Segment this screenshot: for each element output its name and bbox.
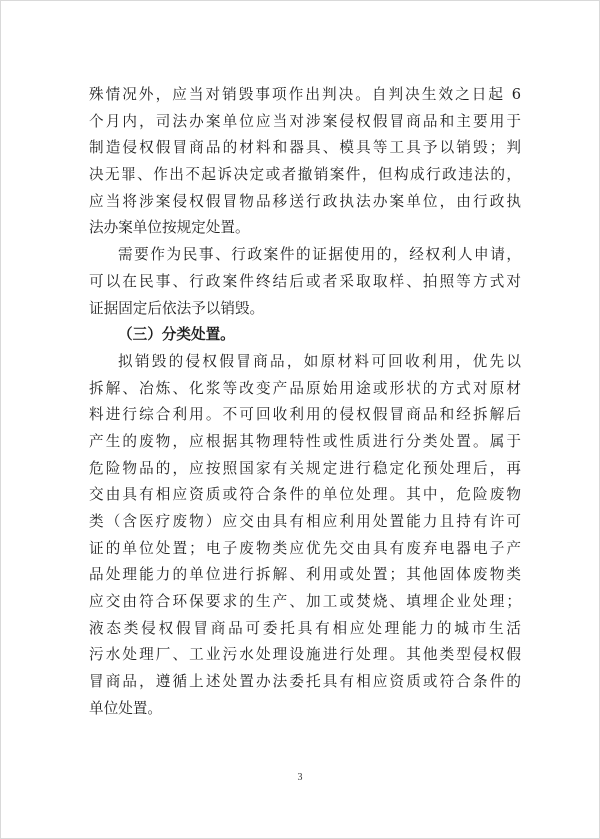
section-heading: （三）分类处置。 bbox=[118, 326, 235, 344]
body-text bbox=[89, 82, 521, 723]
paragraph-start: 拟销毁的侵权假冒商品，如原材料可回收利用，优先以 bbox=[118, 352, 521, 370]
text-line: 拆解、冶炼、化浆等改变产品原始用途或形状的方式对原材 bbox=[89, 379, 521, 397]
text-line: 品处理能力的单位进行拆解、利用或处置；其他固体废物类 bbox=[89, 566, 521, 584]
text-line: 个月内，司法办案单位应当对涉案侵权假冒商品和主要用于 bbox=[89, 112, 521, 130]
text-line: 应当将涉案侵权假冒物品移送行政执法办案单位，由行政执 bbox=[89, 192, 521, 210]
text-line: 料进行综合利用。不可回收利用的侵权假冒商品和经拆解后 bbox=[89, 406, 521, 424]
text-line: 决无罪、作出不起诉决定或者撤销案件，但构成行政违法的， bbox=[89, 166, 521, 184]
text-line: 证据固定后依法予以销毁。 bbox=[89, 299, 265, 317]
page-number: 3 bbox=[297, 772, 303, 783]
text-line: 证的单位处置；电子废物类应优先交由具有废弃电器电子产 bbox=[89, 539, 521, 557]
text-line: 冒商品，遵循上述处置办法委托具有相应资质或符合条件的 bbox=[89, 673, 521, 691]
text-line: 应交由符合环保要求的生产、加工或焚烧、填埋企业处理； bbox=[89, 593, 521, 611]
text-line: 液态类侵权假冒商品可委托具有相应处理能力的城市生活 bbox=[89, 619, 521, 637]
text-line: 殊情况外，应当对销毁事项作出判决。自判决生效之日起 6 bbox=[89, 86, 521, 103]
text-line: 危险物品的，应按照国家有关规定进行稳定化预处理后，再 bbox=[89, 459, 521, 477]
text-line: 单位处置。 bbox=[89, 699, 162, 717]
text-line: 交由具有相应资质或符合条件的单位处理。其中，危险废物 bbox=[89, 486, 521, 504]
text-line: 类（含医疗废物）应交由具有相应利用处置能力且持有许可 bbox=[89, 513, 521, 530]
text-line: 可以在民事、行政案件终结后或者采取取样、拍照等方式对 bbox=[89, 272, 521, 290]
text-line: 法办案单位按规定处置。 bbox=[89, 219, 250, 237]
text-line: 污水处理厂、工业污水处理设施进行处理。其他类型侵权假 bbox=[89, 646, 521, 664]
text-line: 产生的废物，应根据其物理特性或性质进行分类处置。属于 bbox=[89, 432, 521, 450]
paragraph-start: 需要作为民事、行政案件的证据使用的，经权利人申请， bbox=[118, 246, 521, 264]
text-line: 制造侵权假冒商品的材料和器具、模具等工具予以销毁；判 bbox=[89, 139, 521, 157]
